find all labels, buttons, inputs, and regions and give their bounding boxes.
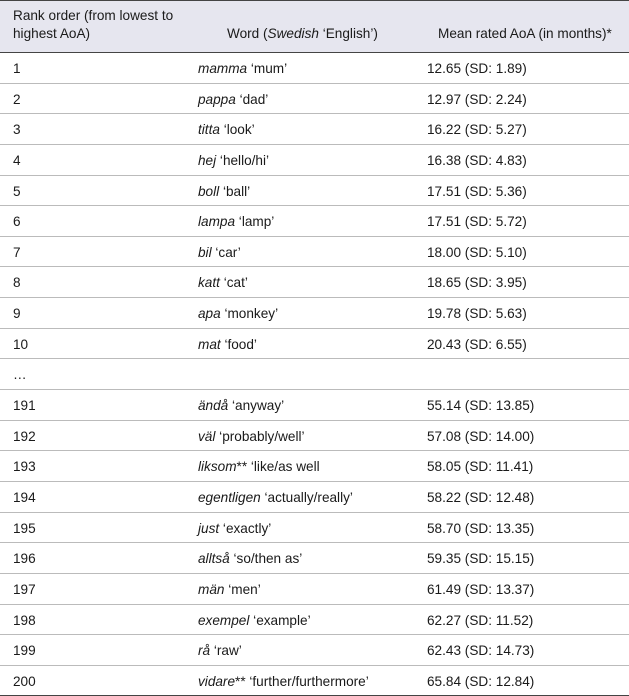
swedish-word: hej — [198, 152, 217, 168]
header-word-swedish: Swedish — [267, 26, 319, 41]
mean-aoa-cell: 59.35 (SD: 15.15) — [427, 551, 535, 567]
table-row — [0, 359, 629, 390]
rank-cell: 191 — [13, 398, 36, 414]
swedish-word: boll — [198, 183, 220, 199]
rank-cell: 9 — [13, 306, 21, 322]
mean-aoa-cell: 58.22 (SD: 12.48) — [427, 489, 535, 505]
table-row — [0, 114, 629, 145]
table-row — [0, 84, 629, 115]
table-row — [0, 666, 629, 696]
rank-cell: 198 — [13, 612, 36, 628]
english-gloss: ‘hello/hi’ — [216, 152, 270, 168]
word-cell — [198, 613, 311, 628]
english-gloss: ‘cat’ — [219, 275, 248, 291]
rank-cell: 196 — [13, 551, 36, 567]
table-row — [0, 605, 629, 636]
english-gloss: ‘car’ — [211, 244, 241, 260]
rank-cell: 3 — [13, 122, 21, 138]
swedish-word: mat — [198, 336, 221, 352]
word-cell — [198, 61, 287, 76]
mean-aoa-cell: 17.51 (SD: 5.72) — [427, 214, 527, 230]
mean-aoa-cell: 55.14 (SD: 13.85) — [427, 398, 535, 414]
rank-cell: 195 — [13, 520, 36, 536]
mean-aoa-cell: 16.22 (SD: 5.27) — [427, 122, 527, 138]
word-cell — [198, 214, 274, 229]
english-gloss: ** ‘further/furthermore’ — [235, 673, 369, 689]
swedish-word: just — [198, 520, 220, 536]
rank-cell: 193 — [13, 459, 36, 475]
rank-cell: 7 — [13, 244, 21, 260]
swedish-word: bil — [198, 244, 212, 260]
header-rank-order: Rank order (from lowest to highest AoA) — [13, 8, 174, 41]
word-cell — [198, 245, 241, 260]
rank-cell: 197 — [13, 581, 36, 597]
english-gloss: ‘lamp’ — [235, 214, 275, 230]
english-gloss: ** ‘like/as well — [236, 459, 320, 475]
word-cell — [198, 459, 320, 474]
mean-aoa-cell: 19.78 (SD: 5.63) — [427, 306, 527, 322]
mean-aoa-cell: 58.05 (SD: 11.41) — [427, 459, 534, 475]
table-row — [0, 145, 629, 176]
mean-aoa-cell: 58.70 (SD: 13.35) — [427, 520, 535, 536]
mean-aoa-cell: 61.49 (SD: 13.37) — [427, 581, 535, 597]
mean-aoa-cell: 12.65 (SD: 1.89) — [427, 61, 527, 76]
swedish-word: alltså — [198, 551, 230, 567]
english-gloss: ‘ball’ — [219, 183, 251, 199]
table-row — [0, 513, 629, 544]
mean-aoa-cell: 62.27 (SD: 11.52) — [427, 612, 534, 628]
english-gloss: ‘dad’ — [235, 91, 269, 107]
mean-aoa-cell: 20.43 (SD: 6.55) — [427, 336, 527, 352]
table-row — [0, 543, 629, 574]
swedish-word: väl — [198, 428, 216, 444]
word-cell — [198, 521, 271, 536]
english-gloss: ‘example’ — [249, 612, 311, 628]
swedish-word: katt — [198, 275, 220, 291]
mean-aoa-cell: 17.51 (SD: 5.36) — [427, 183, 527, 199]
swedish-word: egentligen — [198, 489, 261, 505]
table-row — [0, 267, 629, 298]
word-cell — [198, 153, 269, 168]
word-cell — [198, 122, 255, 137]
word-cell — [198, 643, 242, 658]
swedish-word: exempel — [198, 612, 250, 628]
rank-cell: 8 — [13, 275, 21, 291]
swedish-word: apa — [198, 306, 221, 322]
word-cell — [198, 551, 302, 566]
table-row — [0, 329, 629, 360]
table-row — [0, 390, 629, 421]
word-cell — [198, 184, 250, 199]
table-header — [0, 0, 629, 53]
swedish-word: ändå — [198, 398, 229, 414]
rank-cell: … — [13, 367, 27, 383]
mean-aoa-cell: 18.00 (SD: 5.10) — [427, 244, 527, 260]
mean-aoa-cell: 57.08 (SD: 14.00) — [427, 428, 535, 444]
table-row — [0, 237, 629, 268]
word-cell — [198, 429, 305, 444]
table-row — [0, 206, 629, 237]
rank-cell: 199 — [13, 643, 36, 659]
swedish-word: mamma — [198, 61, 248, 76]
rank-cell: 4 — [13, 152, 21, 168]
word-cell — [198, 490, 353, 505]
header-word-prefix: Word ( — [227, 26, 268, 41]
table-row — [0, 574, 629, 605]
table-row — [0, 635, 629, 666]
swedish-word: lampa — [198, 214, 236, 230]
english-gloss: ‘look’ — [219, 122, 255, 138]
word-cell — [198, 674, 369, 689]
english-gloss: ‘anyway’ — [228, 398, 285, 414]
word-cell — [198, 582, 261, 597]
table-body — [0, 53, 629, 696]
swedish-word: pappa — [198, 91, 236, 107]
rank-cell: 194 — [13, 489, 36, 505]
rank-cell: 192 — [13, 428, 36, 444]
english-gloss: ‘raw’ — [210, 643, 242, 659]
rank-cell: 10 — [13, 336, 29, 352]
english-gloss: ‘so/then as’ — [229, 551, 303, 567]
table-row — [0, 53, 629, 84]
swedish-word: liksom — [198, 459, 237, 475]
header-mean-aoa: Mean rated AoA (in months)* — [438, 26, 612, 41]
table-row — [0, 176, 629, 207]
table-row — [0, 421, 629, 452]
mean-aoa-cell: 18.65 (SD: 3.95) — [427, 275, 527, 291]
table-row — [0, 482, 629, 513]
word-cell — [198, 337, 257, 352]
rank-cell: 200 — [13, 673, 36, 689]
word-cell — [198, 275, 248, 290]
english-gloss: ‘actually/really’ — [260, 489, 353, 505]
mean-aoa-cell: 16.38 (SD: 4.83) — [427, 152, 527, 168]
word-cell — [198, 306, 278, 321]
english-gloss: ‘probably/well’ — [215, 428, 305, 444]
table-row — [0, 298, 629, 329]
rank-cell: 5 — [13, 183, 21, 199]
english-gloss: ‘mum’ — [247, 61, 288, 76]
word-cell — [198, 398, 284, 413]
rank-cell: 6 — [13, 214, 21, 230]
mean-aoa-cell: 12.97 (SD: 2.24) — [427, 91, 527, 107]
swedish-word: rå — [198, 643, 211, 659]
swedish-word: män — [198, 581, 225, 597]
header-word — [227, 25, 427, 43]
table-row — [0, 451, 629, 482]
mean-aoa-cell: 62.43 (SD: 14.73) — [427, 643, 535, 659]
word-cell — [198, 92, 268, 107]
swedish-word: vidare — [198, 673, 236, 689]
mean-aoa-cell: 65.84 (SD: 12.84) — [427, 673, 535, 689]
english-gloss: ‘monkey’ — [220, 306, 279, 322]
english-gloss: ‘exactly’ — [219, 520, 272, 536]
rank-cell: 1 — [13, 61, 21, 76]
english-gloss: ‘men’ — [224, 581, 261, 597]
rank-cell: 2 — [13, 91, 21, 107]
english-gloss: ‘food’ — [220, 336, 257, 352]
swedish-word: titta — [198, 122, 220, 138]
header-word-suffix: ‘English’) — [318, 26, 378, 41]
